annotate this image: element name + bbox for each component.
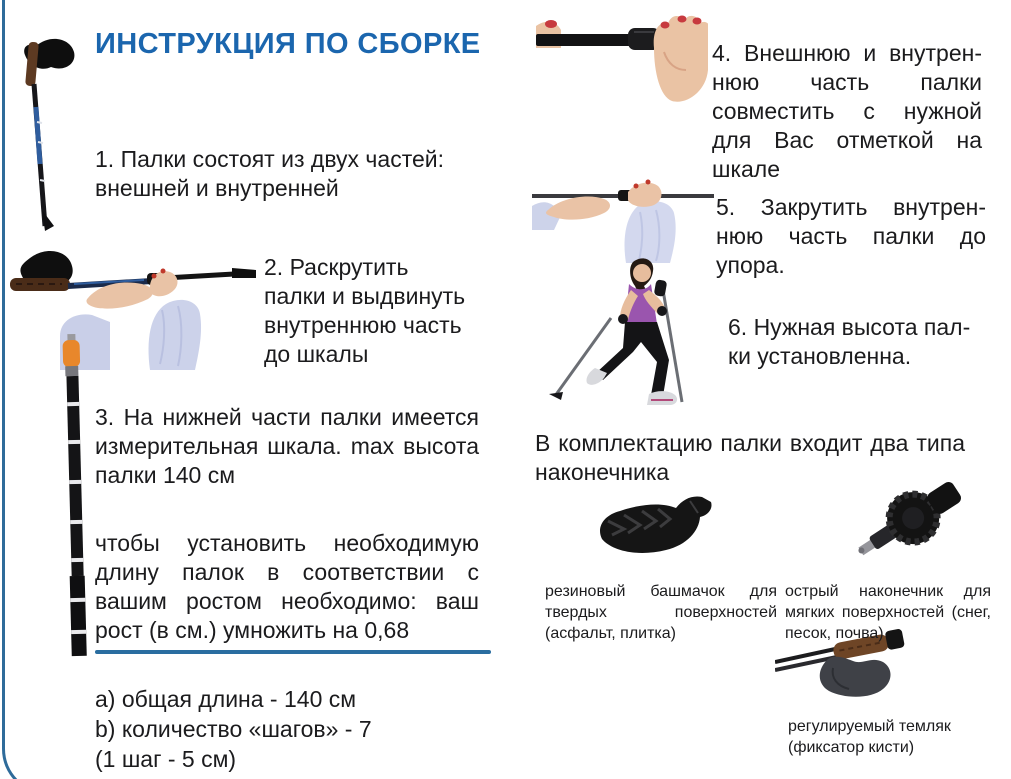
divider-rule	[95, 650, 491, 654]
page-title: ИНСТРУКЦИЯ ПО СБОРКЕ	[95, 28, 481, 60]
rubber-tip-caption: резиновый башмачок для твердых поверхностей (асфальт, плитка)	[545, 583, 777, 642]
spike-tip-caption: острый наконечник для мягких поверхностей (снег, песок, почва)	[785, 583, 991, 642]
kit-intro-text: В комплектацию палки входит два типа наконечника	[535, 430, 965, 485]
spike-tip-photo	[850, 474, 965, 569]
assembled-pole-photo	[4, 12, 109, 237]
strap-caption: регулируемый темляк (фиксатор кисти)	[788, 718, 951, 756]
step-1-text: 1. Палки состоят из двух частей: внешней и внутренней	[95, 146, 444, 201]
step-2-text: 2. Раскрутить палки и выдвинуть внутреннюю часть до шкалы	[264, 254, 466, 367]
step-5-text: 5. Закрутить внутрен-нюю часть палки до упора.	[716, 194, 986, 278]
nordic-walker-photo	[543, 256, 725, 408]
item-note-text: (1 шаг - 5 см)	[95, 746, 237, 772]
unscrew-pole-photo	[2, 240, 260, 370]
rubber-tip-photo	[588, 487, 723, 569]
height-formula-text: чтобы установить необходимую длину палок в соответствии с вашим ростом необходимо: ваш рост (в см.) умножить на 0,68	[95, 530, 479, 643]
step-4-text: 4. Внешнюю и внутрен-нюю часть палки совместить с нужной для Вас отметкой на шкале	[712, 40, 982, 182]
tighten-pole-photo	[532, 168, 714, 263]
align-mark-photo	[536, 12, 708, 107]
step-3-text: 3. На нижней части палки имеется измерительная шкала. max высота палки 140 см	[95, 404, 479, 488]
step-6-text: 6. Нужная высота пал-ки установленна.	[728, 314, 971, 369]
item-a-text: а) общая длина - 140 см	[95, 686, 357, 712]
item-b-text: b) количество «шагов» - 7	[95, 716, 372, 742]
